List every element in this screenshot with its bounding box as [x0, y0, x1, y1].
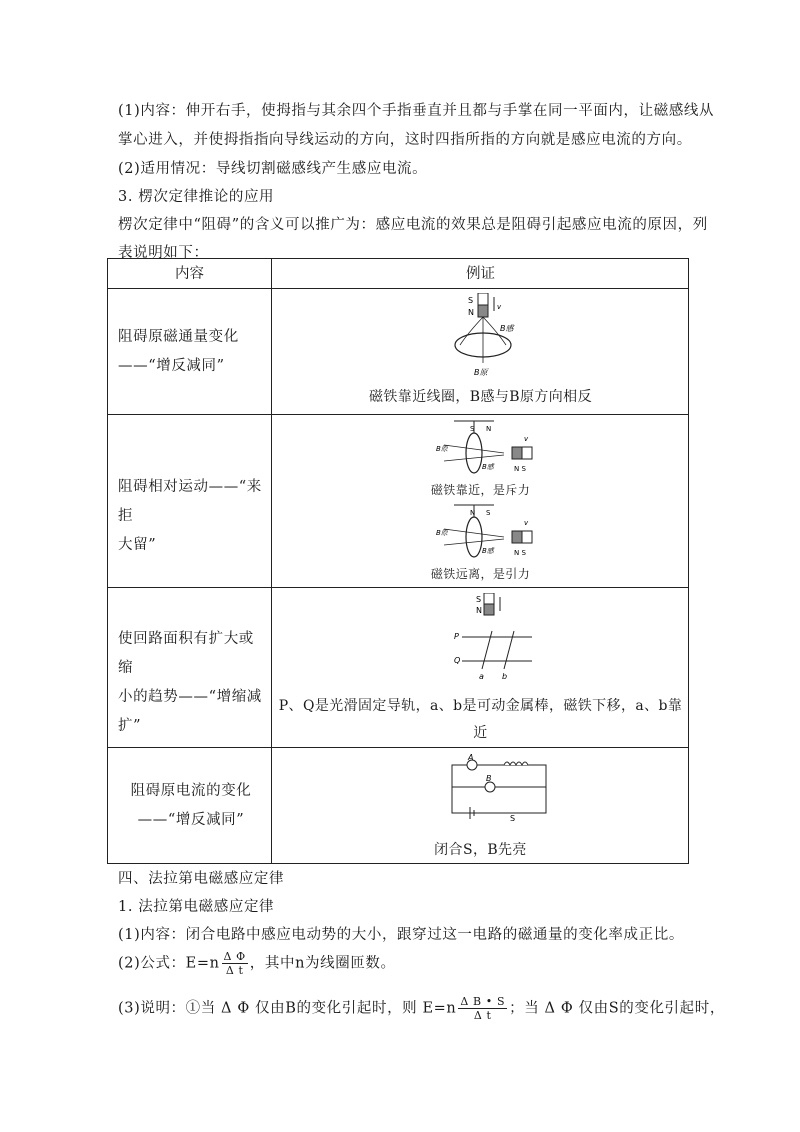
coil-ring [466, 433, 482, 473]
content-line: 阻碍原磁通量变化 [118, 329, 239, 345]
intro-paragraph-line: 表说明如下： [118, 245, 209, 261]
label-a: A [468, 753, 474, 762]
content-line: 使回路面积有扩大或缩 [118, 631, 254, 676]
content-line: ——“增反减同” [118, 358, 225, 374]
label-b-original: B原 [436, 445, 448, 453]
formula-suffix: ，其中n为线圈匝数。 [249, 955, 396, 972]
magnet-north-pole [512, 531, 522, 543]
table-row-divider [108, 747, 688, 748]
table-row-divider [108, 414, 688, 415]
content-line: 阻碍原电流的变化 [130, 783, 252, 799]
coil-ring [466, 517, 482, 557]
fraction [458, 995, 507, 1022]
label-b-original: B原 [474, 368, 488, 377]
intro-paragraph-line: (1)内容：伸开右手，使拇指与其余四个手指垂直并且都与手掌在同一平面内，让磁感线从 [118, 103, 715, 119]
label-v: v [524, 519, 529, 527]
label-n: N [486, 425, 492, 433]
content-line: 阻碍相对运动——“来拒 [118, 479, 262, 524]
label-q: Q [454, 656, 461, 665]
label-b-induced: B感 [500, 324, 514, 333]
fraction-numerator: Δ Φ [223, 950, 246, 963]
section-heading: 3. 楞次定律推论的应用 [118, 189, 275, 205]
magnet-north-pole [484, 604, 494, 615]
content-line: 扩” [118, 718, 142, 734]
rails-rods-figure [452, 593, 542, 681]
figure-caption: 闭合S，B先亮 [434, 842, 527, 858]
lenz-law-table [107, 258, 689, 864]
fraction-numerator: Δ B • S [460, 995, 506, 1008]
lamp-b [485, 782, 495, 792]
subsection-heading: 1. 法拉第电磁感应定律 [118, 899, 275, 915]
circuit-loop [452, 765, 546, 813]
label-n: N [476, 606, 482, 615]
label-s: S [510, 814, 516, 821]
label-ns: N S [514, 549, 526, 557]
content-line: 小的趋势——“增缩减 [118, 689, 262, 705]
table-header-content: 内容 [175, 266, 204, 282]
label-s: S [470, 425, 475, 433]
content-line: ——“增反减同” [137, 812, 245, 828]
table-row-content [118, 625, 264, 741]
magnet-south-pole [484, 593, 494, 604]
table-row-divider [108, 587, 688, 588]
applicable-condition: (2)适用情况：导线切割磁感线产生感应电流。 [118, 161, 428, 177]
label-v: v [524, 435, 529, 443]
formula-prefix: (2)公式：E=n [118, 955, 220, 972]
content-line: 大留” [118, 537, 157, 553]
fraction-denominator: Δ t [225, 964, 244, 977]
label-s: S [468, 296, 474, 305]
formula-line [118, 995, 725, 1022]
magnet-approaching-repel-figure [434, 419, 554, 479]
label-b: B [486, 774, 492, 783]
label-a: a [479, 672, 484, 681]
field-lines [444, 529, 504, 545]
table-header-example: 例证 [466, 266, 495, 282]
label-n: N [468, 308, 474, 317]
law-content: (1)内容：闭合电路中感应电动势的大小，跟穿过这一电路的磁通量的变化率成正比。 [118, 927, 684, 943]
intro-paragraph-line: 楞次定律中“阻碍”的含义可以推广为：感应电流的效果总是阻碍引起感应电流的原因，列 [118, 217, 708, 233]
figure-caption: 近 [473, 725, 488, 741]
table-row-content [118, 323, 264, 381]
label-b-original: B原 [436, 529, 448, 537]
label-b-induced: B感 [482, 463, 494, 471]
label-s: S [476, 595, 482, 604]
formula-suffix: ；当 Δ Φ 仅由S的变化引起时， [509, 1000, 725, 1017]
figure-caption: P、Q是光滑固定导轨，a、b是可动金属棒，磁铁下移，a、b靠 [278, 698, 683, 714]
magnet-north-pole [512, 447, 522, 459]
figure-caption: 磁铁远离，是引力 [430, 567, 531, 581]
label-ns: N S [514, 465, 526, 473]
magnet-approaching-coil-figure [448, 293, 538, 381]
magnet-south-pole [478, 293, 488, 305]
label-s: S [486, 509, 491, 517]
magnet-south-pole [522, 447, 532, 459]
label-v: v [497, 303, 502, 311]
self-induction-circuit-figure [444, 753, 554, 821]
intro-paragraph-line: 掌心进入，并使拇指指向导线运动的方向，这时四指所指的方向就是感应电流的方向。 [118, 132, 692, 148]
label-n: N [470, 509, 476, 517]
field-lines [444, 445, 504, 461]
section-heading: 四、法拉第电磁感应定律 [118, 871, 285, 887]
formula-prefix: (3)说明：①当 Δ Φ 仅由B的变化引起时，则 E=n [118, 1000, 457, 1017]
fraction-denominator: Δ t [473, 1009, 492, 1022]
fraction [222, 950, 248, 977]
inductor-coil [504, 762, 528, 765]
figure-caption: 磁铁靠近，是斥力 [430, 483, 531, 497]
label-p: P [454, 632, 459, 641]
table-row-content [118, 473, 264, 560]
magnet-south-pole [522, 531, 532, 543]
formula-line [118, 950, 396, 977]
figure-caption: 磁铁靠近线圈，B感与B原方向相反 [369, 389, 592, 405]
magnet-north-pole [478, 305, 488, 317]
table-row-content [118, 777, 264, 835]
magnet-leaving-attract-figure [434, 503, 554, 563]
table-row-divider [108, 288, 688, 289]
label-b: b [502, 672, 508, 681]
label-b-induced: B感 [482, 547, 494, 555]
table-column-divider [271, 259, 272, 863]
